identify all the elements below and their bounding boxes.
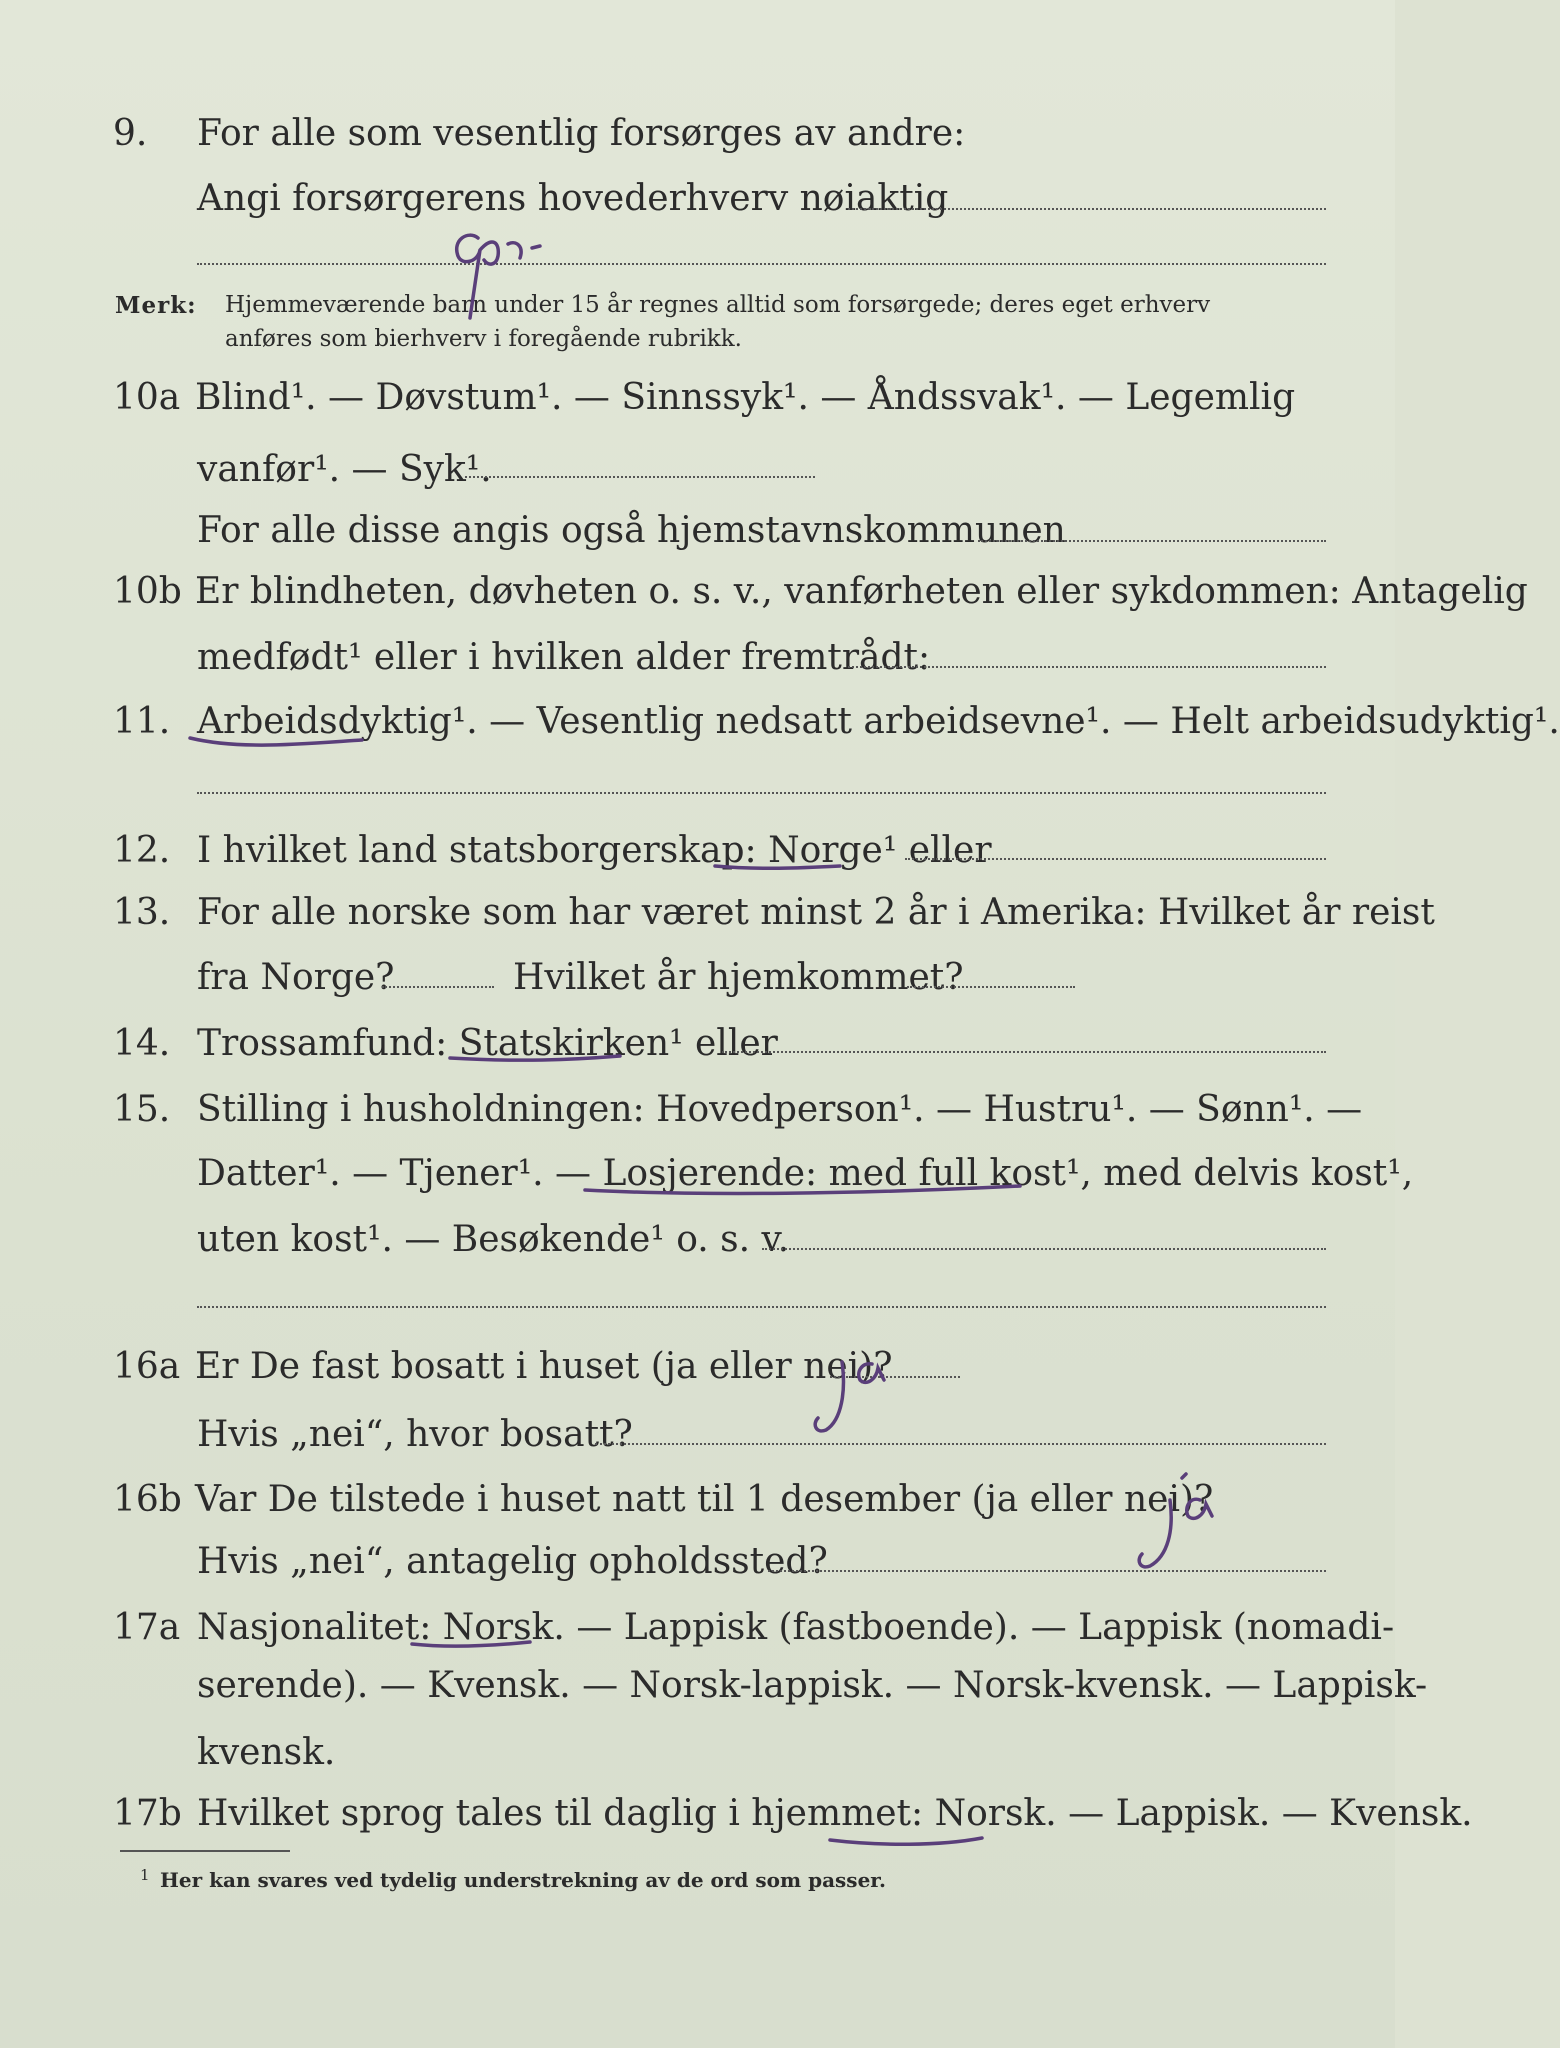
q16a-answer-line[interactable] bbox=[830, 1376, 960, 1378]
q15-text-2: Datter¹. — Tjener¹. — Losjerende: med full kost¹, med delvis kost¹, bbox=[197, 1153, 1414, 1194]
q12-text-1: I hvilket land statsborgerskap: Norge¹ eller bbox=[197, 830, 992, 871]
q13-number: 13. bbox=[113, 892, 171, 933]
q15-answer-line-2[interactable] bbox=[197, 1306, 1326, 1308]
q16b-answer-line[interactable] bbox=[768, 1570, 1326, 1572]
q10a-text-1: Blind¹. — Døvstum¹. — Sinnssyk¹. — Åndssvak¹. — Legemlig bbox=[195, 377, 1296, 418]
q17b-text-1: Hvilket sprog tales til daglig i hjemmet: Norsk. — Lappisk. — Kvensk. bbox=[197, 1793, 1473, 1834]
q13-reist-line[interactable] bbox=[382, 986, 494, 988]
q13-text-2a: fra Norge? bbox=[197, 957, 395, 998]
q13-text-1: For alle norske som har været minst 2 år i Amerika: Hvilket år reist bbox=[197, 892, 1435, 933]
q12-answer-line[interactable] bbox=[905, 858, 1326, 860]
q14-answer-line[interactable] bbox=[722, 1051, 1326, 1053]
q13-hjemkommet-line[interactable] bbox=[907, 986, 1075, 988]
q9-number: 9. bbox=[113, 113, 148, 154]
merk-label: Merk: bbox=[115, 292, 197, 319]
q10b-number: 10b bbox=[113, 571, 182, 612]
q10a-answer-line[interactable] bbox=[978, 540, 1326, 542]
q10a-number: 10a bbox=[113, 377, 181, 418]
q11-number: 11. bbox=[113, 701, 171, 742]
q17a-text-3: kvensk. bbox=[197, 1732, 336, 1773]
q15-text-3: uten kost¹. — Besøkende¹ o. s. v. bbox=[197, 1219, 790, 1260]
merk-text-2: anføres som bierhverv i foregående rubrikk. bbox=[225, 326, 742, 352]
q10a-syk-line[interactable] bbox=[465, 476, 815, 478]
q15-answer-line[interactable] bbox=[762, 1248, 1326, 1250]
q16a-text-1: Er De fast bosatt i huset (ja eller nei)? bbox=[195, 1346, 893, 1387]
q10a-text-2: vanfør¹. — Syk¹. bbox=[197, 449, 492, 490]
q16a-number: 16a bbox=[113, 1346, 181, 1387]
q14-text-1: Trossamfund: Statskirken¹ eller bbox=[197, 1023, 778, 1064]
q10b-answer-line[interactable] bbox=[848, 666, 1326, 668]
q17a-text-1: Nasjonalitet: Norsk. — Lappisk (fastboende). — Lappisk (nomadi- bbox=[197, 1607, 1395, 1648]
q16b-number: 16b bbox=[113, 1479, 182, 1520]
footnote-mark: 1 bbox=[140, 1866, 150, 1884]
q11-answer-line[interactable] bbox=[197, 792, 1326, 794]
q16b-text-1: Var De tilstede i huset natt til 1 desember (ja eller nei)? bbox=[195, 1479, 1214, 1520]
q17a-number: 17a bbox=[113, 1607, 181, 1648]
q17b-number: 17b bbox=[113, 1793, 182, 1834]
q9-text-2: Angi forsørgerens hovederhverv nøiaktig bbox=[197, 178, 949, 219]
q13-text-2b: Hvilket år hjemkommet? bbox=[513, 957, 964, 998]
q17a-text-2: serende). — Kvensk. — Norsk-lappisk. — Norsk-kvensk. — Lappisk- bbox=[197, 1665, 1428, 1706]
q12-number: 12. bbox=[113, 830, 171, 871]
footnote-text: Her kan svares ved tydelig understrekning av de ord som passer. bbox=[160, 1868, 886, 1892]
q10b-text-2: medfødt¹ eller i hvilken alder fremtrådt: bbox=[197, 637, 931, 678]
q9-answer-line-2[interactable] bbox=[197, 263, 1326, 265]
footnote-rule bbox=[120, 1850, 290, 1852]
q10a-text-3: For alle disse angis også hjemstavnskommunen bbox=[197, 510, 1066, 551]
q11-text-1: Arbeidsdyktig¹. — Vesentlig nedsatt arbeidsevne¹. — Helt arbeidsudyktig¹. bbox=[197, 701, 1560, 742]
q14-number: 14. bbox=[113, 1023, 171, 1064]
underline-norsk-17b bbox=[830, 1838, 982, 1844]
q15-text-1: Stilling i husholdningen: Hovedperson¹. — Hustru¹. — Sønn¹. — bbox=[197, 1089, 1363, 1130]
q15-number: 15. bbox=[113, 1089, 171, 1130]
q10b-text-1: Er blindheten, døvheten o. s. v., vanførheten eller sykdommen: Antagelig bbox=[195, 571, 1528, 612]
q16a-bosatt-line[interactable] bbox=[595, 1443, 1326, 1445]
merk-text-1: Hjemmeværende barn under 15 år regnes alltid som forsørgede; deres eget erhverv bbox=[225, 292, 1211, 318]
q9-answer-line[interactable] bbox=[848, 208, 1326, 210]
q16b-text-2: Hvis „nei“, antagelig opholdssted? bbox=[197, 1541, 828, 1582]
q9-text-1: For alle som vesentlig forsørges av andre: bbox=[197, 113, 966, 154]
q16a-text-2: Hvis „nei“, hvor bosatt? bbox=[197, 1414, 633, 1455]
